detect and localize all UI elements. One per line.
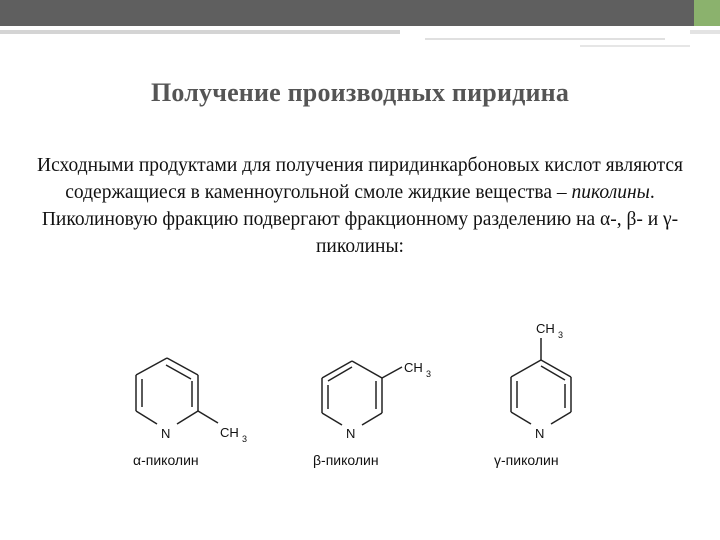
methyl-label: CH [536, 321, 555, 336]
gamma-picoline-caption: γ-пиколин [494, 452, 559, 468]
beta-picoline-caption: β-пиколин [313, 452, 379, 468]
methyl-label: CH [220, 425, 239, 440]
alpha-picoline-caption: α-пиколин [133, 452, 199, 468]
nitrogen-label: N [535, 426, 545, 441]
body-text-part: . Пиколиновую фракцию подвергают фракционному разделению на α-, β- и γ-пиколины: [41, 182, 679, 257]
nitrogen-label: N [346, 426, 356, 441]
body-text-part: Исходными продуктами для получения пиридинкарбоновых кислот являются содержащиеся в каменноугольной смоле жидкие вещества – [37, 155, 683, 203]
gamma-picoline-ring [511, 338, 571, 424]
methyl-subscript: 3 [558, 330, 564, 340]
slide-title: Получение производных пиридина [150, 78, 570, 107]
methyl-subscript: 3 [426, 369, 432, 379]
body-text-italic: пиколины [571, 182, 650, 203]
methyl-label: CH [404, 360, 423, 375]
methyl-subscript: 3 [242, 434, 248, 444]
nitrogen-label: N [161, 426, 171, 441]
